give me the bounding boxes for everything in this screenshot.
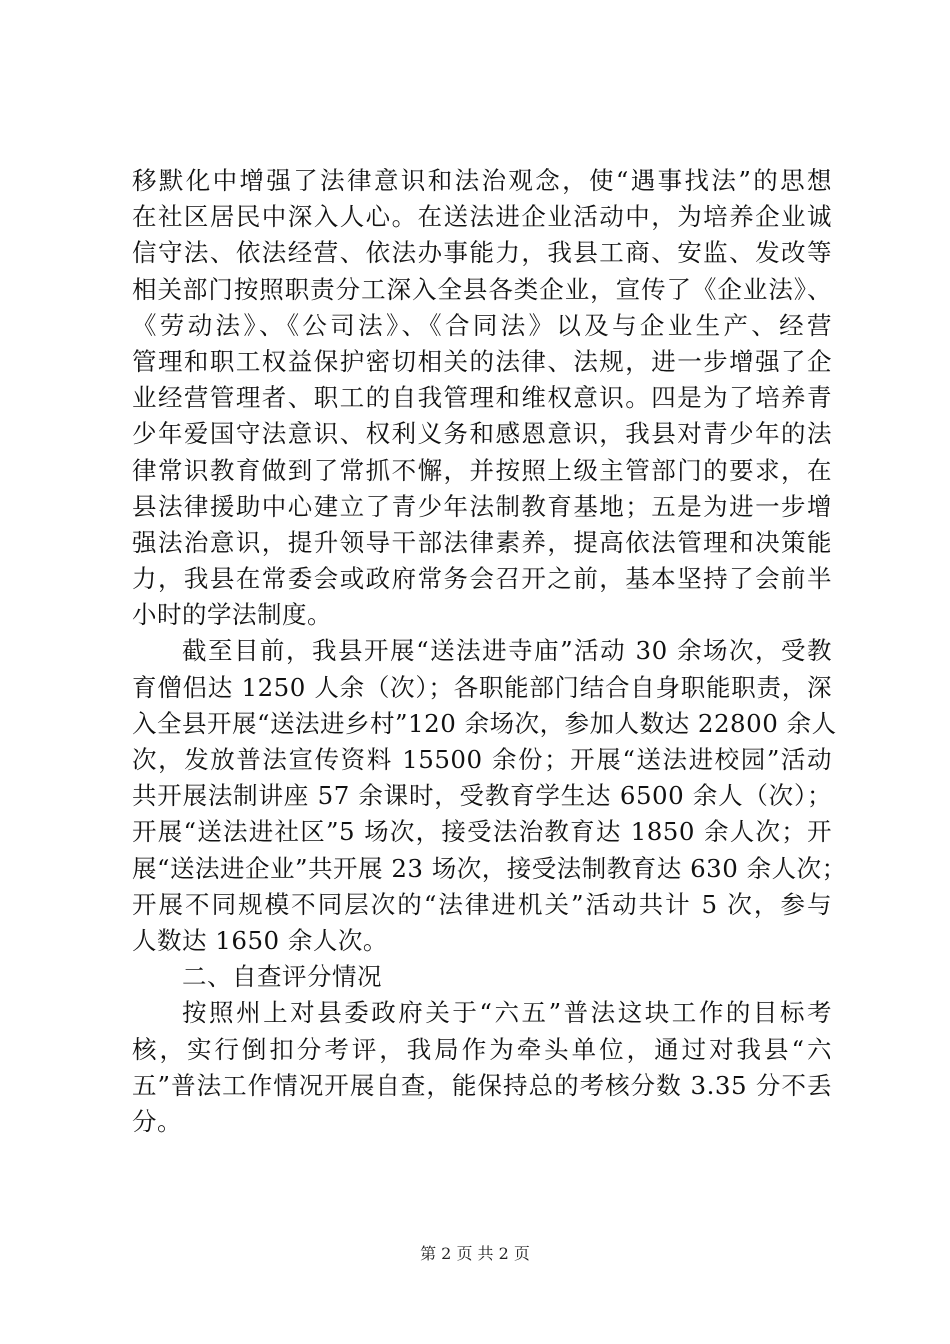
text-line: 《劳动法》、《公司法》、《合同法》以及与企业生产、经营	[132, 310, 832, 340]
text-line: 移默化中增强了法律意识和法治观念，使“遇事找法”的思想	[132, 166, 832, 195]
document-body	[132, 163, 847, 1140]
text-line: 县法律援助中心建立了青少年法制教育基地；五是为进一步增	[132, 491, 832, 521]
text-line: 开展不同规模不同层次的“法律进机关”活动共计 5 次，参与	[132, 889, 832, 919]
text-line: 少年爱国守法意识、权利义务和感恩意识，我县对青少年的法	[132, 419, 832, 449]
text-line: 开展“送法进社区”5 场次，接受法治教育达 1850 余人次；开	[132, 817, 832, 847]
text-line: 展“送法进企业”共开展 23 场次，接受法制教育达 630 余人次；	[132, 853, 847, 883]
text-line: 力，我县在常委会或政府常务会召开之前，基本坚持了会前半	[132, 564, 832, 594]
text-line: 入全县开展“送法进乡村”120 余场次，参加人数达 22800 余人	[132, 708, 837, 738]
text-line: 管理和职工权益保护密切相关的法律、法规，进一步增强了企	[132, 346, 832, 376]
text-line: 育僧侣达 1250 人余（次）；各职能部门结合自身职能职责，深	[132, 672, 832, 702]
text-line: 相关部门按照职责分工深入全县各类企业，宣传了《企业法》、	[132, 274, 832, 304]
page-number-footer: 第 2 页 共 2 页	[420, 1244, 530, 1263]
text-line: 五”普法工作情况开展自查，能保持总的考核分数 3.35 分不丢	[132, 1070, 832, 1100]
text-line: 共开展法制讲座 57 余课时，受教育学生达 6500 余人（次）；	[132, 781, 832, 811]
text-line: 强法治意识，提升领导干部法律素养，提高依法管理和决策能	[132, 527, 832, 557]
text-line: 小时的学法制度。	[132, 600, 332, 630]
text-line: 在社区居民中深入人心。在送法进企业活动中，为培养企业诚	[132, 202, 832, 232]
text-line: 核，实行倒扣分考评，我局作为牵头单位，通过对我县“六	[132, 1034, 832, 1064]
section-heading: 二、自查评分情况	[182, 962, 382, 992]
paragraph-first-line: 按照州上对县委政府关于“六五”普法这块工作的目标考	[182, 998, 832, 1028]
text-line: 律常识教育做到了常抓不懈，并按照上级主管部门的要求，在	[132, 455, 832, 485]
text-line: 人数达 1650 余人次。	[132, 925, 388, 955]
text-line: 分。	[132, 1106, 182, 1136]
paragraph-first-line: 截至目前，我县开展“送法进寺庙”活动 30 余场次，受教	[182, 636, 832, 666]
text-line: 信守法、依法经营、依法办事能力，我县工商、安监、发改等	[132, 238, 832, 268]
text-line: 次，发放普法宣传资料 15500 余份；开展“送法进校园”活动	[132, 745, 832, 774]
text-line: 业经营管理者、职工的自我管理和维权意识。四是为了培养青	[132, 383, 832, 413]
